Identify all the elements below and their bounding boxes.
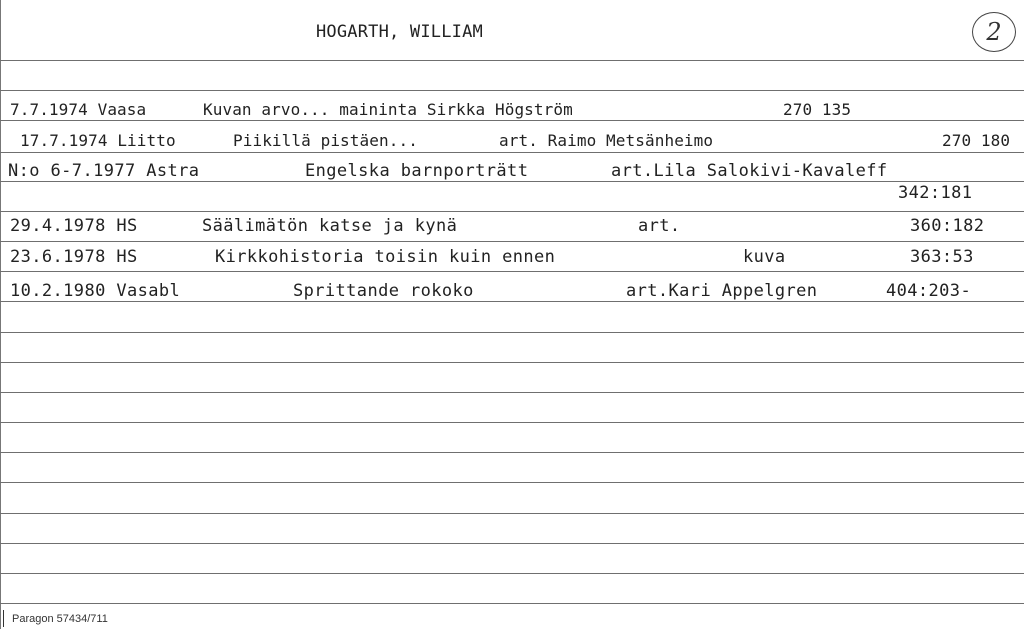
rule-2 — [0, 120, 1024, 121]
rule-4 — [0, 181, 1024, 182]
rule-8 — [0, 301, 1024, 302]
rule-13 — [0, 452, 1024, 453]
rule-1 — [0, 90, 1024, 91]
rule-10 — [0, 362, 1024, 363]
entry-3-ref: 342:181 — [898, 183, 973, 203]
entry-6-title: Sprittande rokoko — [293, 281, 474, 301]
entry-5-date: 23.6.1978 HS — [10, 247, 138, 267]
entry-1-title: Kuvan arvo... maininta Sirkka Högström — [203, 100, 573, 119]
entry-3-author: art.Lila Salokivi-Kavaleff — [611, 161, 888, 181]
rule-18 — [0, 603, 1024, 604]
entry-6-author: art.Kari Appelgren — [626, 281, 818, 301]
rule-top — [0, 60, 1024, 61]
rule-7 — [0, 271, 1024, 272]
entry-1-ref: 270 135 — [783, 100, 852, 119]
card-left-border — [0, 0, 1, 629]
rule-11 — [0, 392, 1024, 393]
rule-16 — [0, 543, 1024, 544]
page-number-circle — [972, 12, 1016, 52]
entry-2-ref: 270 180 — [942, 131, 1011, 150]
rule-3 — [0, 152, 1024, 153]
entry-4-ref: 360:182 — [910, 216, 985, 236]
entry-3-date: N:o 6-7.1977 Astra — [8, 161, 200, 181]
page-number: 2 — [986, 18, 1002, 46]
rule-14 — [0, 482, 1024, 483]
entry-1-date: 7.7.1974 Vaasa — [10, 100, 147, 119]
entry-2-date: 17.7.1974 Liitto — [20, 131, 176, 150]
rule-9 — [0, 332, 1024, 333]
rule-15 — [0, 513, 1024, 514]
entry-5-author: kuva — [743, 247, 786, 267]
rule-5 — [0, 211, 1024, 212]
entry-4-author: art. — [638, 216, 681, 236]
entry-3-title: Engelska barnporträtt — [305, 161, 529, 181]
entry-4-date: 29.4.1978 HS — [10, 216, 138, 236]
card-title: HOGARTH, WILLIAM — [316, 22, 483, 42]
card-footer: Paragon 57434/711 — [12, 613, 108, 625]
footer-tick — [3, 610, 4, 627]
entry-4-title: Säälimätön katse ja kynä — [202, 216, 458, 236]
rule-6 — [0, 241, 1024, 242]
entry-2-author: art. Raimo Metsänheimo — [499, 131, 714, 150]
entry-5-title: Kirkkohistoria toisin kuin ennen — [215, 247, 556, 267]
rule-17 — [0, 573, 1024, 574]
rule-12 — [0, 422, 1024, 423]
entry-6-date: 10.2.1980 Vasabl — [10, 281, 181, 301]
entry-2-title: Piikillä pistäen... — [233, 131, 418, 150]
entry-6-ref: 404:203- — [886, 281, 972, 301]
entry-5-ref: 363:53 — [910, 247, 974, 267]
